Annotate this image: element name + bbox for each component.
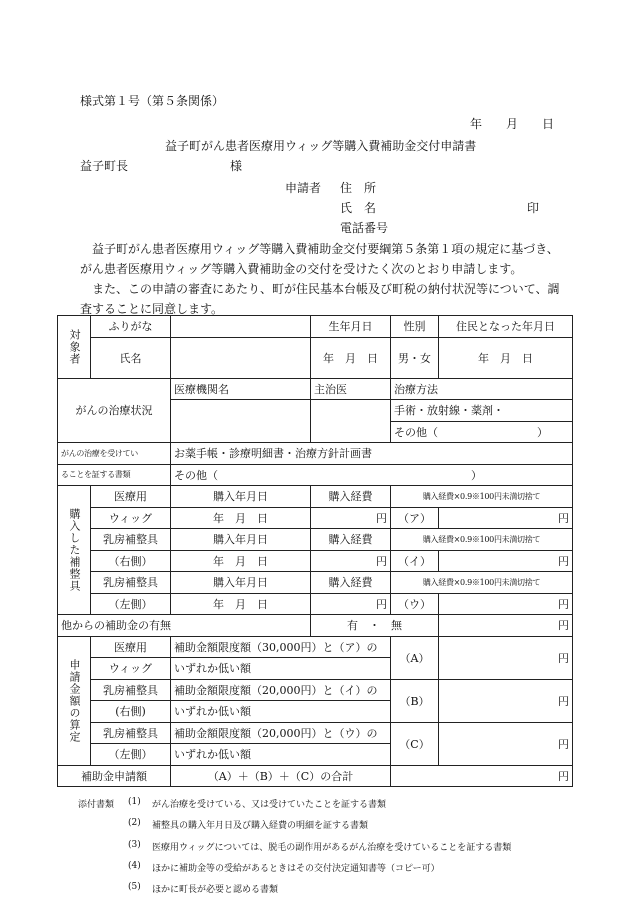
purchased-label: 購入した補整具 bbox=[58, 486, 91, 615]
breast-right-label-2: （右側） bbox=[91, 550, 171, 572]
application-table bbox=[57, 315, 573, 787]
treatment-status-label: がんの治療状況 bbox=[58, 378, 171, 443]
calc-wig-label-2: ウィッグ bbox=[91, 658, 171, 680]
birth-date-field[interactable]: 年 月 日 bbox=[311, 337, 391, 378]
request-amount[interactable]: 円 bbox=[391, 765, 573, 787]
wig-date-field[interactable]: 年 月 日 bbox=[171, 507, 311, 529]
calc-breast-left-label-2: （左側） bbox=[91, 744, 171, 766]
wig-label-1: 医療用 bbox=[91, 486, 171, 508]
calc-b-field[interactable]: 円 bbox=[439, 679, 573, 722]
breast-left-calc-label: 購入経費×0.9※100円未満切捨て bbox=[391, 572, 573, 594]
breast-left-label-1: 乳房補整具 bbox=[91, 572, 171, 594]
honorific: 様 bbox=[230, 159, 243, 173]
doctor-label: 主治医 bbox=[311, 378, 391, 400]
calc-wig-limit-2: いずれか低い額 bbox=[171, 658, 391, 680]
attachment-5-text: ほかに町長が必要と認める書類 bbox=[152, 885, 279, 895]
attachment-4-text: ほかに補助金等の受給があるときはその交付決定通知書等（コピー可） bbox=[152, 864, 440, 874]
gender-field[interactable]: 男・女 bbox=[391, 337, 439, 378]
wig-calc-label: 購入経費×0.9※100円未満切捨て bbox=[391, 486, 573, 508]
attachments-label: 添付書類 bbox=[78, 800, 115, 810]
attachment-3-text: 医療用ウィッグについては、脱毛の副作用があるがん治療を受けていることを証する書類 bbox=[152, 843, 512, 853]
date-line: 年 月 日 bbox=[470, 117, 555, 131]
proof-label-line-2: ることを証する書類 bbox=[58, 464, 171, 486]
form-number: 様式第１号（第５条関係） bbox=[80, 94, 225, 108]
breast-right-date-field[interactable]: 年 月 日 bbox=[171, 550, 311, 572]
method-options[interactable]: 手術・放射線・薬剤・ bbox=[391, 400, 573, 422]
method-other[interactable]: その他（ ） bbox=[391, 421, 573, 443]
seal-mark: 印 bbox=[527, 201, 540, 215]
paragraph-1-line-2: がん患者医療用ウィッグ等購入費補助金の交付を受けたく次のとおり申請します。 bbox=[80, 262, 523, 276]
institution-label: 医療機関名 bbox=[171, 378, 311, 400]
request-label: 補助金申請額 bbox=[58, 765, 171, 787]
name-field[interactable] bbox=[171, 337, 311, 378]
applicant-label: 申請者 bbox=[285, 181, 322, 195]
other-subsidy-amount[interactable]: 円 bbox=[439, 615, 573, 637]
proof-other[interactable]: その他（ ） bbox=[171, 464, 573, 486]
attachment-2-num: (2) bbox=[128, 818, 141, 828]
resident-date-label: 住民となった年月日 bbox=[439, 316, 573, 338]
breast-left-date-label: 購入年月日 bbox=[171, 572, 311, 594]
calc-section-label: 申請金額の算定 bbox=[58, 636, 91, 765]
calc-breast-right-limit-2: いずれか低い額 bbox=[171, 701, 391, 723]
calc-breast-left-limit-2: いずれか低い額 bbox=[171, 744, 391, 766]
attachment-2-text: 補整具の購入年月日及び購入経費の明細を証する書類 bbox=[152, 821, 369, 831]
paragraph-1-line-1: 益子町がん患者医療用ウィッグ等購入費補助金交付要綱第５条第１項の規定に基づき、 bbox=[92, 242, 559, 256]
breast-left-u-label: （ウ） bbox=[391, 593, 439, 615]
proof-docs[interactable]: お薬手帳・診療明細書・治療方針計画書 bbox=[171, 443, 573, 465]
calc-wig-label-1: 医療用 bbox=[91, 636, 171, 658]
breast-right-label-1: 乳房補整具 bbox=[91, 529, 171, 551]
breast-right-cost-field[interactable]: 円 bbox=[311, 550, 391, 572]
institution-field[interactable] bbox=[171, 400, 311, 443]
name-label: 氏名 bbox=[91, 337, 171, 378]
attachment-1-num: (1) bbox=[128, 797, 141, 807]
wig-a-field[interactable]: 円 bbox=[439, 507, 573, 529]
calc-c-field[interactable]: 円 bbox=[439, 722, 573, 765]
wig-cost-label: 購入経費 bbox=[311, 486, 391, 508]
paragraph-2-line-2: 査することに同意します。 bbox=[80, 302, 224, 316]
attachment-1-text: がん治療を受けている、又は受けていたことを証する書類 bbox=[152, 800, 387, 810]
breast-left-cost-field[interactable]: 円 bbox=[311, 593, 391, 615]
method-label: 治療方法 bbox=[391, 378, 573, 400]
resident-date-field[interactable]: 年 月 日 bbox=[439, 337, 573, 378]
birth-label: 生年月日 bbox=[311, 316, 391, 338]
phone-label: 電話番号 bbox=[340, 221, 389, 235]
furigana-field[interactable] bbox=[171, 316, 311, 338]
other-subsidy-label: 他からの補助金の有無 bbox=[58, 615, 311, 637]
breast-right-calc-label: 購入経費×0.9※100円未満切捨て bbox=[391, 529, 573, 551]
wig-cost-field[interactable]: 円 bbox=[311, 507, 391, 529]
calc-breast-right-limit-1: 補助金額限度額（20,000円）と（イ）の bbox=[171, 679, 391, 701]
gender-label: 性別 bbox=[391, 316, 439, 338]
calc-b-label: （B） bbox=[391, 679, 439, 722]
wig-date-label: 購入年月日 bbox=[171, 486, 311, 508]
attachment-5-num: (5) bbox=[128, 882, 141, 892]
paragraph-2-line-1: また、この申請の審査にあたり、町が住民基本台帳及び町税の納付状況等について、調 bbox=[92, 282, 560, 296]
calc-a-label: （A） bbox=[391, 636, 439, 679]
calc-breast-right-label-2: (右側) bbox=[91, 701, 171, 723]
breast-left-date-field[interactable]: 年 月 日 bbox=[171, 593, 311, 615]
request-formula: （A）＋（B）＋（C）の合計 bbox=[171, 765, 391, 787]
calc-breast-right-label-1: 乳房補整具 bbox=[91, 679, 171, 701]
subject-label: 対象者 bbox=[58, 316, 91, 379]
wig-a-label: （ア） bbox=[391, 507, 439, 529]
calc-c-label: （C） bbox=[391, 722, 439, 765]
breast-left-label-2: （左側） bbox=[91, 593, 171, 615]
calc-wig-limit-1: 補助金額限度額（30,000円）と（ア）の bbox=[171, 636, 391, 658]
wig-label-2: ウィッグ bbox=[91, 507, 171, 529]
calc-a-field[interactable]: 円 bbox=[439, 636, 573, 679]
breast-right-cost-label: 購入経費 bbox=[311, 529, 391, 551]
name-label: 氏 名 bbox=[340, 201, 377, 215]
breast-left-u-field[interactable]: 円 bbox=[439, 593, 573, 615]
breast-right-date-label: 購入年月日 bbox=[171, 529, 311, 551]
breast-right-i-label: （イ） bbox=[391, 550, 439, 572]
furigana-label: ふりがな bbox=[91, 316, 171, 338]
breast-left-cost-label: 購入経費 bbox=[311, 572, 391, 594]
proof-label-line-1: がんの治療を受けてい bbox=[58, 443, 171, 465]
calc-breast-left-label-1: 乳房補整具 bbox=[91, 722, 171, 744]
attachment-3-num: (3) bbox=[128, 840, 141, 850]
form-title: 益子町がん患者医療用ウィッグ等購入費補助金交付申請書 bbox=[165, 139, 477, 153]
attachment-4-num: (4) bbox=[128, 861, 141, 871]
breast-right-i-field[interactable]: 円 bbox=[439, 550, 573, 572]
addressee: 益子町長 bbox=[80, 159, 129, 173]
other-subsidy-choice[interactable]: 有 ・ 無 bbox=[311, 615, 439, 637]
calc-breast-left-limit-1: 補助金額限度額（20,000円）と（ウ）の bbox=[171, 722, 391, 744]
address-label: 住 所 bbox=[340, 181, 377, 195]
doctor-field[interactable] bbox=[311, 400, 391, 443]
